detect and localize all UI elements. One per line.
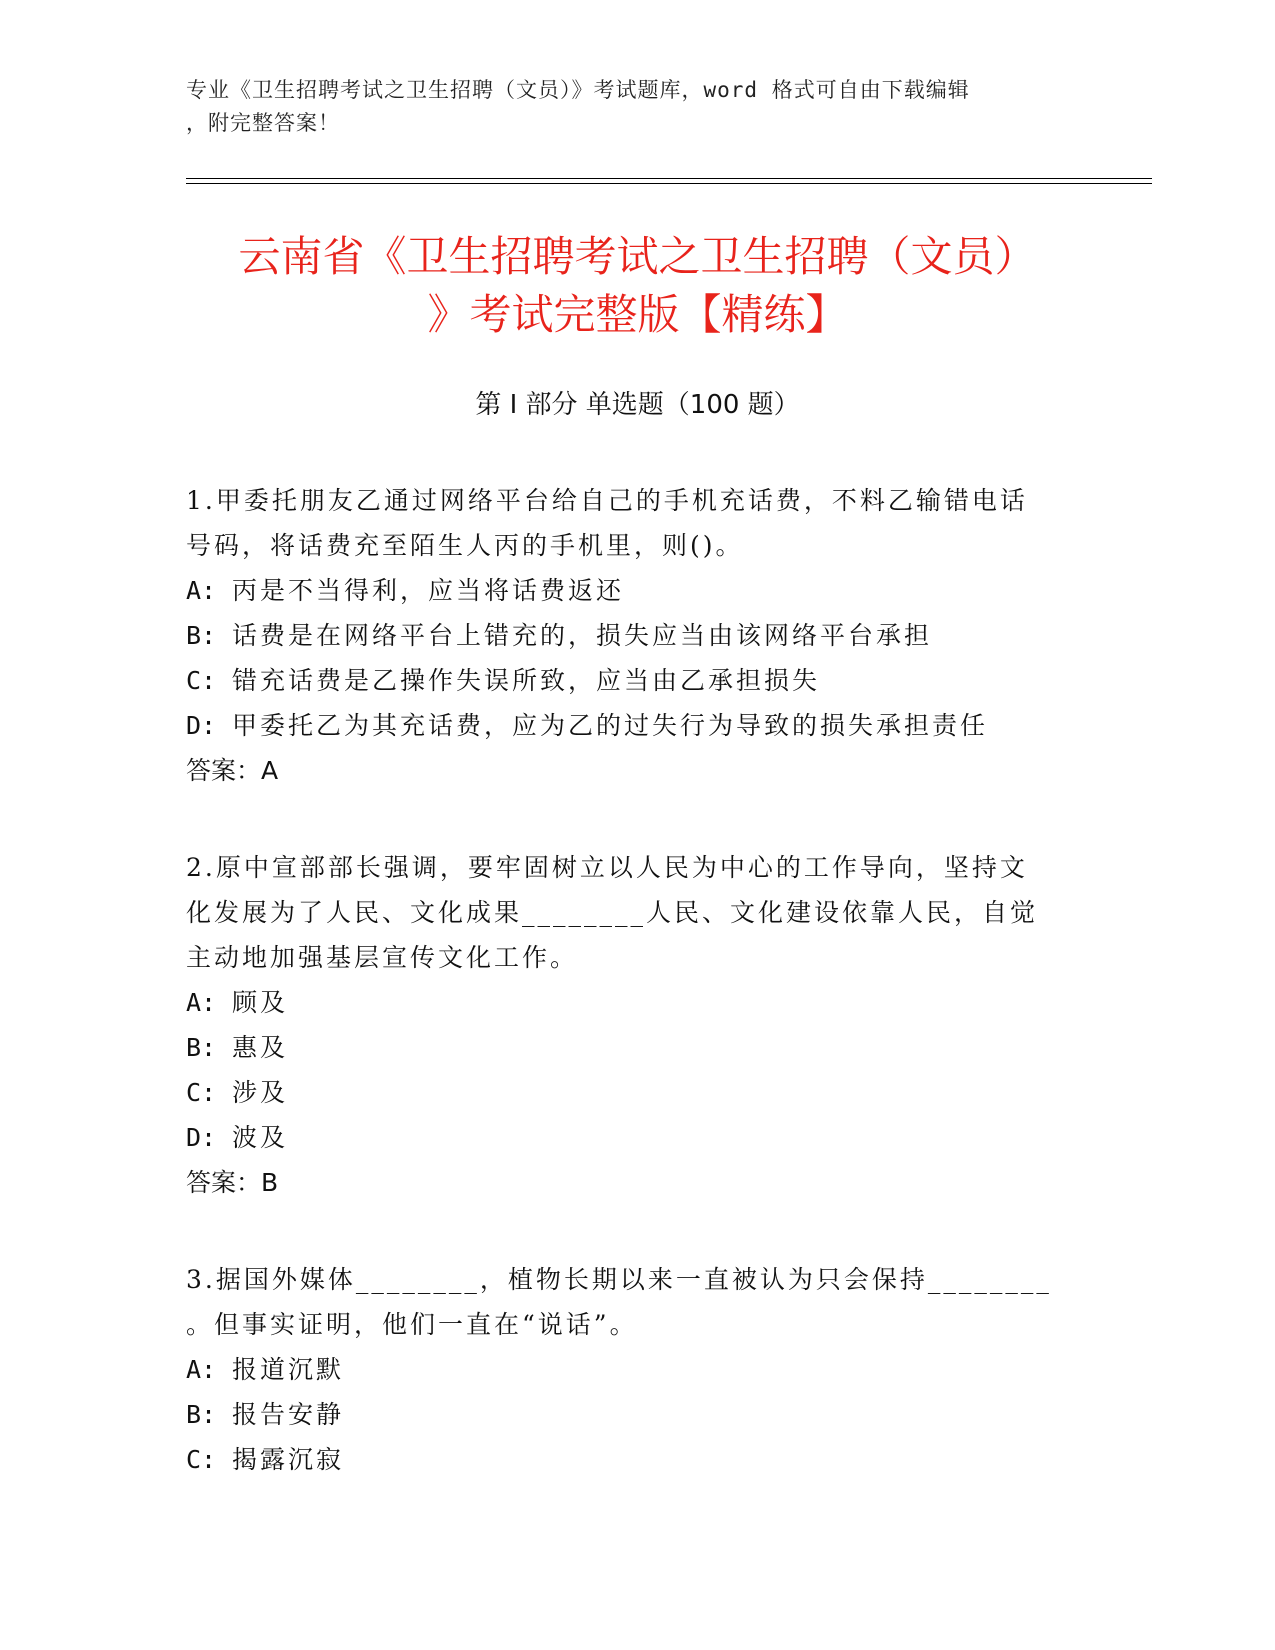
option-text: 揭露沉寂 (232, 1445, 345, 1474)
question-2-answer: 答案：B (186, 1168, 279, 1197)
option-text: 涉及 (232, 1078, 289, 1107)
question-2-text-line: 主动地加强基层宣传文化工作。 (186, 943, 579, 972)
question-1-option-a (186, 568, 1066, 613)
option-text: 报道沉默 (232, 1355, 345, 1384)
option-letter: B: (186, 1400, 217, 1429)
question-2-text-line: 化发展为了人民、文化成果________人民、文化建设依靠人民，自觉 (186, 898, 1039, 927)
question-1-option-c (186, 658, 1066, 703)
question-2-option-d (186, 1115, 1066, 1160)
header-divider-bottom (186, 183, 1152, 184)
question-1 (186, 478, 1066, 793)
option-text: 报告安静 (232, 1400, 345, 1429)
option-letter: D: (186, 711, 217, 740)
option-letter: C: (186, 666, 217, 695)
question-1-answer: 答案：A (186, 756, 279, 785)
option-letter: A: (186, 988, 217, 1017)
question-2-text-line: 2.原中宣部部长强调，要牢固树立以人民为中心的工作导向，坚持文 (186, 853, 1028, 882)
question-list (186, 478, 1066, 1534)
question-3-text-line: 。但事实证明，他们一直在“说话”。 (186, 1310, 638, 1339)
option-letter: D: (186, 1123, 217, 1152)
question-2 (186, 845, 1066, 1205)
question-3-text-line: 3.据国外媒体________，植物长期以来一直被认为只会保持________ (186, 1265, 1052, 1294)
question-2-option-c (186, 1070, 1066, 1115)
header-divider-top (186, 178, 1152, 179)
question-3-option-a (186, 1347, 1066, 1392)
question-1-option-d (186, 703, 1066, 748)
option-letter: A: (186, 1355, 217, 1384)
option-text: 波及 (232, 1123, 289, 1152)
question-1-option-b (186, 613, 1066, 658)
question-1-text-line: 1.甲委托朋友乙通过网络平台给自己的手机充话费，不料乙输错电话 (186, 486, 1028, 515)
document-title-line-2: 》考试完整版【精练】 (427, 290, 848, 339)
question-1-text-line: 号码，将话费充至陌生人丙的手机里，则()。 (186, 531, 744, 560)
option-text: 错充话费是乙操作失误所致，应当由乙承担损失 (232, 666, 821, 695)
option-text: 惠及 (232, 1033, 289, 1062)
option-text: 甲委托乙为其充话费，应为乙的过失行为导致的损失承担责任 (232, 711, 989, 740)
option-text: 顾及 (232, 988, 289, 1017)
question-3 (186, 1257, 1066, 1482)
option-letter: B: (186, 621, 217, 650)
header-note-line-2: ，附完整答案！ (186, 111, 340, 135)
option-letter: A: (186, 576, 217, 605)
question-3-option-c (186, 1437, 1066, 1482)
option-letter: C: (186, 1078, 217, 1107)
question-2-option-a (186, 980, 1066, 1025)
option-text: 话费是在网络平台上错充的，损失应当由该网络平台承担 (232, 621, 933, 650)
question-2-option-b (186, 1025, 1066, 1070)
option-letter: B: (186, 1033, 217, 1062)
section-title: 第 I 部分 单选题（100 题） (475, 390, 800, 420)
option-text: 丙是不当得利，应当将话费返还 (232, 576, 625, 605)
header-note-line-1: 专业《卫生招聘考试之卫生招聘（文员）》考试题库，word 格式可自由下载编辑 (186, 78, 970, 102)
option-letter: C: (186, 1445, 217, 1474)
question-3-option-b (186, 1392, 1066, 1437)
header-note (186, 74, 1066, 140)
document-title (0, 228, 1275, 344)
document-title-line-1: 云南省《卫生招聘考试之卫生招聘（文员） (238, 232, 1037, 281)
